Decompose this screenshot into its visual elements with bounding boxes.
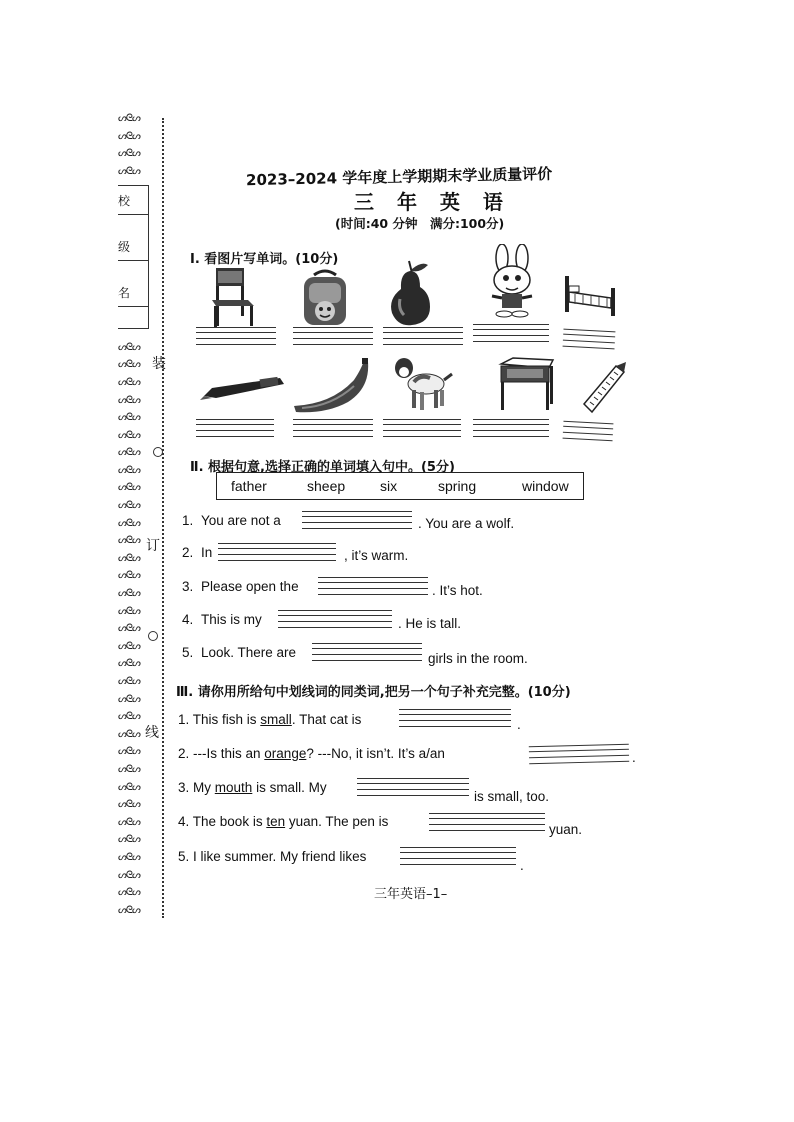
binding-label-ding: 订 xyxy=(146,538,160,554)
section3-heading: Ⅲ. 请你用所给句中划线词的同类词,把另一个句子补充完整。(10分) xyxy=(176,685,571,700)
word-bank-item: window xyxy=(522,478,569,494)
binding-ornament: ᔕᘓᔕ xyxy=(118,482,140,494)
binding-ornament: ᔕᘓᔕ xyxy=(118,887,140,899)
binding-label-zhuang: 装 xyxy=(152,356,166,372)
answer-lines[interactable] xyxy=(383,327,463,345)
fill-blank-lines[interactable] xyxy=(399,709,511,727)
binding-ornament: ᔕᘓᔕ xyxy=(118,658,140,670)
fill-blank-lines[interactable] xyxy=(278,610,392,628)
fill-blank-lines[interactable] xyxy=(302,511,412,529)
question-text: . It’s hot. xyxy=(432,583,483,598)
binding-ornament: ᔕᘓᔕ xyxy=(118,341,140,353)
question-number: 2. xyxy=(178,746,190,761)
question-number: 4. xyxy=(178,814,190,829)
subject-title: 三 年 英 语 xyxy=(354,190,511,214)
section1-heading: Ⅰ. 看图片写单词。(10分) xyxy=(190,252,339,267)
binding-hole-circle xyxy=(148,631,158,641)
answer-lines[interactable] xyxy=(383,419,461,437)
answer-lines[interactable] xyxy=(293,327,373,345)
answer-lines[interactable] xyxy=(563,421,614,442)
chair-picture xyxy=(208,266,256,330)
question-text: . xyxy=(517,717,521,732)
exam-title: 2023–2024 学年度上学期期末学业质量评价 xyxy=(245,164,553,190)
binding-ornament: ᔕᘓᔕ xyxy=(118,500,140,512)
binding-ornament: ᔕᘓᔕ xyxy=(118,676,140,687)
question-number: 1. xyxy=(178,712,190,727)
bed-picture xyxy=(563,272,617,318)
underlined-word: ten xyxy=(266,814,286,829)
fill-blank-lines[interactable] xyxy=(218,543,336,561)
fill-blank-lines[interactable] xyxy=(318,577,428,595)
page-footer: 三年英语–1– xyxy=(374,887,448,902)
fill-blank-lines[interactable] xyxy=(357,778,469,796)
question-text: ? ---No, it isn’t. It’s a/an xyxy=(306,746,445,761)
binding-ornament: ᔕᘓᔕ xyxy=(118,376,140,388)
fill-blank-lines[interactable] xyxy=(312,643,422,661)
binding-ornament: ᔕᘓᔕ xyxy=(118,412,140,424)
class-field-label: 级 xyxy=(118,240,131,254)
section2-heading: Ⅱ. 根据句意,选择正确的单词填入句中。(5分) xyxy=(190,460,455,475)
word-bank-item: six xyxy=(380,478,398,494)
binding-ornament: ᔕᘓᔕ xyxy=(118,148,140,160)
question-text: . xyxy=(632,750,636,765)
binding-ornament: ᔕᘓᔕ xyxy=(118,517,140,529)
binding-ornament: ᔕᘓᔕ xyxy=(118,640,140,652)
binding-ornament: ᔕᘓᔕ xyxy=(118,588,140,600)
question-text: You are not a xyxy=(201,513,281,528)
binding-ornament: ᔕᘓᔕ xyxy=(118,799,140,811)
question-text: The book is xyxy=(192,814,267,829)
dog-picture xyxy=(390,354,454,414)
student-info-box xyxy=(118,185,149,329)
binding-hole-circle xyxy=(153,447,163,457)
question-text: My xyxy=(193,780,215,795)
question-text: . You are a wolf. xyxy=(418,516,515,531)
answer-lines[interactable] xyxy=(293,419,373,437)
question-line xyxy=(178,814,388,829)
question-text: I like summer. My friend likes xyxy=(193,849,367,864)
underlined-word: small xyxy=(260,712,292,727)
answer-lines[interactable] xyxy=(196,327,276,345)
binding-ornament: ᔕᘓᔕ xyxy=(118,447,140,459)
pear-picture xyxy=(384,259,436,327)
name-field-label: 名 xyxy=(118,286,131,300)
pen-picture xyxy=(200,372,288,402)
question-text: Look. There are xyxy=(201,645,297,660)
question-text: girls in the room. xyxy=(428,651,528,666)
question-text: yuan. The pen is xyxy=(285,814,389,829)
binding-ornament: ᔕᘓᔕ xyxy=(118,816,140,828)
question-text: . xyxy=(520,858,524,873)
banana-picture xyxy=(292,358,374,414)
question-text: Please open the xyxy=(201,579,299,594)
rabbit-picture xyxy=(480,244,546,320)
binding-ornament: ᔕᘓᔕ xyxy=(118,623,140,635)
question-number: 3. xyxy=(178,780,190,795)
fill-blank-lines[interactable] xyxy=(400,847,516,865)
binding-ornament: ᔕᘓᔕ xyxy=(118,113,140,124)
underlined-word: mouth xyxy=(214,780,253,795)
binding-ornament: ᔕᘓᔕ xyxy=(118,781,140,793)
ruler-picture xyxy=(582,362,626,416)
binding-ornament: ᔕᘓᔕ xyxy=(118,429,140,441)
question-text: yuan. xyxy=(549,822,583,837)
binding-dashed-line xyxy=(162,118,164,918)
binding-ornament: ᔕᘓᔕ xyxy=(118,552,140,564)
binding-ornament: ᔕᘓᔕ xyxy=(118,570,140,582)
binding-ornament: ᔕᘓᔕ xyxy=(118,605,140,617)
binding-ornament: ᔕᘓᔕ xyxy=(118,904,140,916)
question-number: 4. xyxy=(182,612,194,627)
binding-ornament: ᔕᘓᔕ xyxy=(118,359,140,371)
binding-ornament: ᔕᘓᔕ xyxy=(118,746,140,758)
desk-picture xyxy=(497,356,555,412)
question-number: 1. xyxy=(182,513,194,528)
binding-ornament: ᔕᘓᔕ xyxy=(118,394,140,406)
answer-lines[interactable] xyxy=(196,419,274,437)
fill-blank-lines[interactable] xyxy=(429,813,545,831)
binding-ornament: ᔕᘓᔕ xyxy=(118,693,140,705)
question-text: is small, too. xyxy=(474,789,550,804)
binding-ornament: ᔕᘓᔕ xyxy=(118,464,140,476)
question-text: This fish is xyxy=(192,712,261,727)
binding-ornament: ᔕᘓᔕ xyxy=(118,834,140,846)
schoolbag-picture xyxy=(296,269,354,329)
answer-lines[interactable] xyxy=(473,324,549,342)
question-line xyxy=(178,746,445,761)
underlined-word: orange xyxy=(264,746,307,761)
question-text: . He is tall. xyxy=(398,616,462,631)
answer-lines[interactable] xyxy=(473,419,549,437)
answer-lines[interactable] xyxy=(563,329,616,350)
question-number: 5. xyxy=(182,645,194,660)
fill-blank-lines[interactable] xyxy=(529,744,629,765)
question-line xyxy=(178,849,366,864)
question-text: In xyxy=(201,545,213,560)
question-number: 3. xyxy=(182,579,194,594)
question-number: 5. xyxy=(178,849,190,864)
binding-ornament: ᔕᘓᔕ xyxy=(118,728,140,740)
binding-ornament: ᔕᘓᔕ xyxy=(118,869,140,881)
binding-ornament: ᔕᘓᔕ xyxy=(118,711,140,723)
word-bank-item: sheep xyxy=(307,478,346,494)
question-text: ---Is this an xyxy=(193,746,265,761)
question-text: is small. My xyxy=(252,780,327,795)
question-line xyxy=(178,780,327,795)
binding-ornament: ᔕᘓᔕ xyxy=(118,130,140,142)
word-bank-item: father xyxy=(231,478,267,494)
question-text: , it’s warm. xyxy=(344,548,409,563)
question-text: This is my xyxy=(201,612,262,627)
word-bank-box xyxy=(216,472,584,500)
binding-ornament: ᔕᘓᔕ xyxy=(118,535,140,547)
question-line xyxy=(178,712,361,727)
binding-label-xian: 线 xyxy=(145,725,159,741)
school-field-label: 校 xyxy=(118,194,131,208)
exam-info: (时间:40 分钟 满分:100分) xyxy=(335,216,505,231)
binding-ornament: ᔕᘓᔕ xyxy=(118,851,140,863)
word-bank-item: spring xyxy=(438,478,477,494)
question-text: . That cat is xyxy=(291,712,362,727)
binding-ornament: ᔕᘓᔕ xyxy=(118,763,140,775)
binding-ornament: ᔕᘓᔕ xyxy=(118,165,140,177)
question-number: 2. xyxy=(182,545,194,560)
